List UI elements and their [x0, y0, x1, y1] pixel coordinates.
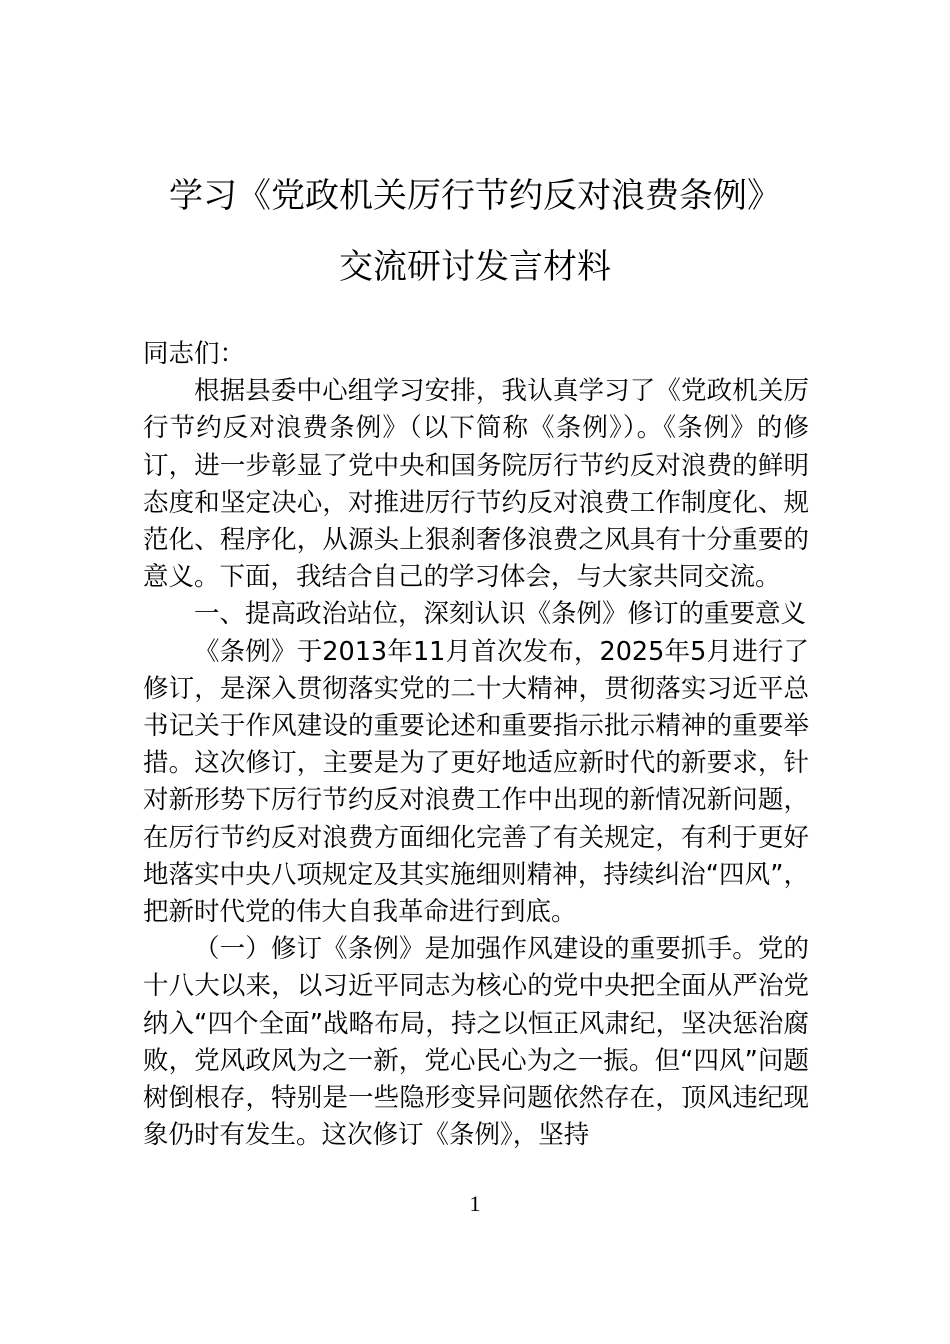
salutation: 同志们：	[143, 339, 246, 369]
document-title-line-1: 学习《党政机关厉行节约反对浪费条例》	[169, 176, 781, 216]
section-heading-1: 一、提高政治站位，深刻认识《条例》修订的重要意义	[194, 599, 807, 630]
document-title-line-2: 交流研讨发言材料	[339, 247, 611, 287]
document-body	[143, 336, 809, 1154]
paragraph-subsection-1: （一）修订《条例》是加强作风建设的重要抓手。党的十八大以来，以习近平同志为核心的党中央把全面从严治党纳入“四个全面”战略布局，持之以恒正风肃纪，坚决惩治腐败，党风政风为之一新，党心民心为之一振。但“四风”问题树倒根存，特别是一些隐形变异问题依然存在，顶风违纪现象仍时有发生。这次修订《条例》，坚持	[143, 934, 809, 1151]
paragraph-intro: 根据县委中心组学习安排，我认真学习了《党政机关厉行节约反对浪费条例》（以下简称《条例》）。《条例》的修订，进一步彰显了党中央和国务院厉行节约反对浪费的鲜明态度和坚定决心，对推进厉行节约反对浪费工作制度化、规范化、程序化，从源头上狠刹奢侈浪费之风具有十分重要的意义。下面，我结合自己的学习体会，与大家共同交流。	[143, 376, 809, 593]
page-number: 1	[469, 1191, 481, 1216]
paragraph-background: 《条例》于2013年11月首次发布，2025年5月进行了修订，是深入贯彻落实党的二十大精神，贯彻落实习近平总书记关于作风建设的重要论述和重要指示批示精神的重要举措。这次修订，主要是为了更好地适应新时代的新要求，针对新形势下厉行节约反对浪费工作中出现的新情况新问题，在厉行节约反对浪费方面细化完善了有关规定，有利于更好地落实中央八项规定及其实施细则精神，持续纠治“四风”，把新时代党的伟大自我革命进行到底。	[143, 636, 809, 928]
